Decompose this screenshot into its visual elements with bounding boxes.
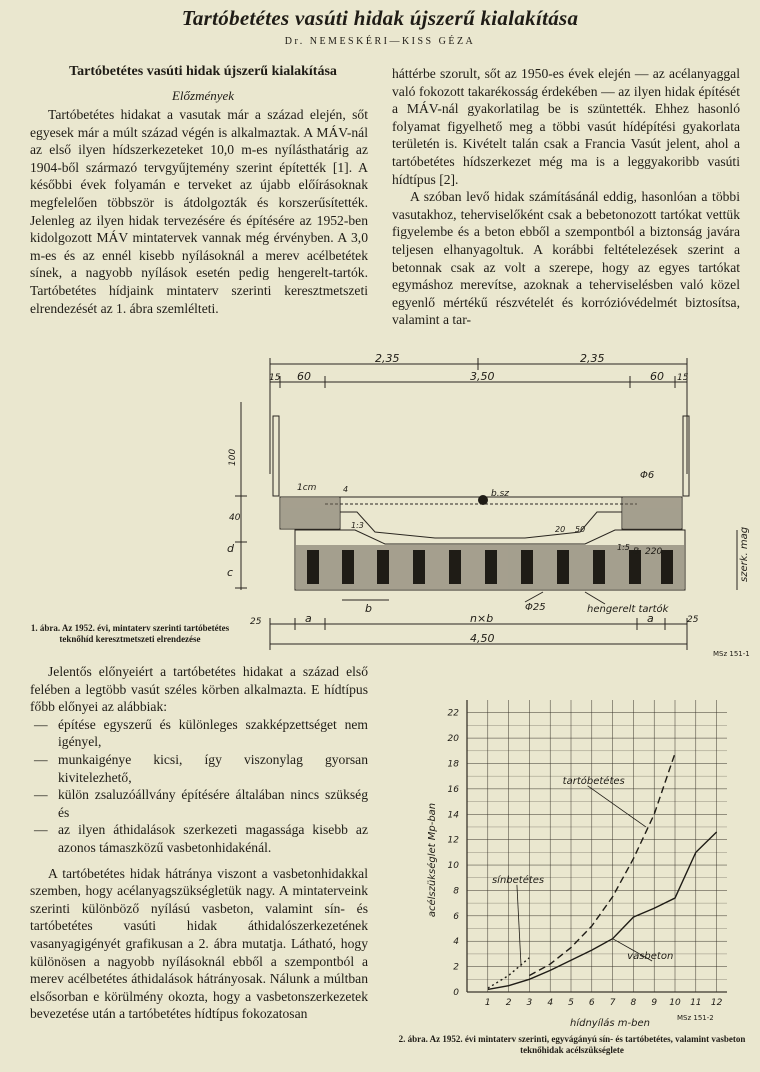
list-item: — építése egyszerű és különleges szakképzettséget nem igényel, — [34, 716, 368, 750]
x-tick-label: 9 — [651, 998, 658, 1008]
list-item: — munkaigénye kicsi, így viszonylag gyorsan kivitelezhető, — [34, 751, 368, 785]
figure1-cross-section — [225, 354, 760, 664]
fig1-dim-60-right: 60 — [650, 370, 664, 383]
chart-y-label: acélszükséglet Mp-ban — [427, 802, 438, 918]
fig1-dim-b: b — [365, 602, 372, 615]
y-tick-label: 12 — [447, 835, 459, 846]
right-column-top — [392, 65, 740, 329]
fig1-label-rolled-beam: hengerelt tartók — [587, 604, 669, 615]
series-label: sínbetétes — [491, 874, 545, 886]
y-tick-label: 10 — [447, 861, 459, 872]
y-tick-label: 2 — [453, 962, 459, 973]
y-tick-label: 20 — [447, 734, 459, 745]
fig1-slope-right: 1:5 — [617, 543, 630, 552]
fig1-rebar-phi25: Φ25 — [525, 602, 546, 613]
fig1-dim-1cm: 1cm — [297, 483, 317, 493]
list-item: — az ilyen áthidalások szerkezeti magassága kisebb az azonos támaszközű vasbetonhidakénál. — [34, 822, 368, 855]
fig1-dim-25-right: 25 — [687, 615, 699, 625]
author-line: Dr. NEMESKÉRI—KISS GÉZA — [284, 36, 476, 47]
y-tick-label: 18 — [447, 759, 459, 770]
chart-x-label: hídnyílás m-ben — [570, 1018, 650, 1029]
chart-grid — [467, 700, 727, 992]
paragraph: háttérbe szorult, sőt az 1950-es évek elején — az acélanyaggal való fokozott takarékosság érdekében — az ilyen hidak építését a MÁV-nál gyakorlatilag be is szüntették. Ehhez hasonló folyamat figyelhető meg a többi vasút hídépítési gyakorlata területén is. Kivételt talán csak a Francia Vasút jelent, ahol a tartóbetétes hídszerkezet még ma is a leggyakoribb vasúti hídtípus [2]. — [392, 66, 740, 187]
fig1-dim-a-right: a — [647, 612, 654, 625]
paragraph: Jelentős előnyeiért a tartóbetétes hidakat a század első felében a legtöbb vasút széles körben alkalmazta. E hídtípus főbb előnyei az alábbiak: — [30, 664, 368, 715]
fig1-dim-450: 4,50 — [470, 632, 495, 645]
fig2-code: MSz 151-2 — [677, 1014, 714, 1022]
paragraph: A tartóbetétes hidak hátránya viszont a vasbetonhidakkal szemben, hogy acélanyagszükségletük nagy. A mintaterveink szerinti különböző nyílású vasbeton, valamint sín- és tartóbetétes vasúti hidak áthidalószerkezetének vasanyagigényét grafikusan a 2. ábra mutatja. Látható, hogy különösen a nagyobb nyílásoknál ebből a szempontból a merev acélbetétes áthidalások hátrányosak. Nálunk a múltban elsősorban e körülmény okozta, hogy a vasbetonszerkezetek bevezetése után a tartóbetétes hídtípus fokozatosan — [30, 865, 368, 1022]
page-title: Tartóbetétes vasúti hidak újszerű kialakítása — [181, 6, 579, 30]
fig1-dim-40: 40 — [229, 513, 241, 523]
fig1-label-structural-height: szerk. mag — [739, 526, 750, 582]
fig1-rebar-220: 220 — [645, 547, 663, 557]
fig1-dim-100: 100 — [228, 448, 238, 466]
y-tick-label: 8 — [453, 886, 459, 897]
series-label-leader — [517, 885, 521, 967]
fig1-dim-15-left: 15 — [269, 373, 281, 383]
article-heading: Tartóbetétes vasúti hidak újszerű kialakítása — [69, 64, 337, 79]
fig1-axis-label: b.sz — [491, 489, 509, 499]
y-tick-label: 16 — [447, 784, 459, 795]
series-label: tartóbetétes — [562, 775, 625, 787]
fig1-dim-c: c — [227, 566, 234, 579]
fig1-rebar-phi6: Φ6 — [640, 470, 655, 481]
left-column-top — [30, 106, 368, 317]
y-tick-label: 22 — [447, 708, 459, 719]
x-tick-label: 2 — [505, 998, 512, 1008]
y-tick-label: 0 — [453, 988, 459, 998]
x-tick-label: 7 — [609, 998, 616, 1008]
list-item: — külön zsaluzóállvány építésére általában nincs szükség és — [34, 787, 368, 820]
fig1-dim-60-left: 60 — [297, 370, 311, 383]
x-tick-label: 4 — [547, 998, 554, 1008]
x-tick-label: 11 — [690, 998, 702, 1008]
x-tick-label: 12 — [710, 998, 723, 1008]
y-tick-label: 6 — [453, 911, 459, 922]
y-tick-label: 4 — [453, 937, 459, 948]
x-tick-label: 6 — [588, 998, 595, 1008]
fig1-dim-20: 20 — [555, 525, 566, 534]
series-label: vasbeton — [627, 950, 674, 962]
fig1-dim-25-left: 25 — [250, 617, 262, 627]
fig1-dim-nxb: n×b — [470, 612, 494, 625]
series-line-vasbeton — [488, 832, 717, 989]
paragraph: A szóban levő hidak számításánál eddig, hasonlóan a többi vasutakhoz, teherviselőként csak a bebetonozott tartókat vettük figyelembe és a beton ebből a szempontból a biztonság javára teljesen elhanyagoltuk. A korábbi feltételezések szerint a betonnak csak az volt a szerepe, hogy az egyes tartókat egymáshoz merevítse, azoknak a teherviselésben való közel egyenlő mértékű részvételét és korrózióvédelmét biztosítsa, valamint a tar- — [392, 189, 740, 328]
y-tick-label: 14 — [447, 810, 459, 821]
x-tick-label: 8 — [630, 998, 637, 1008]
fig1-dim-4: 4 — [343, 485, 349, 494]
figure1-caption: 1. ábra. Az 1952. évi, mintaterv szerinti tartóbetétes teknőhíd keresztmetszeti elrendezése — [30, 623, 230, 644]
fig1-dim-a-left: a — [305, 612, 312, 625]
x-tick-label: 1 — [484, 998, 491, 1008]
fig1-dim-15-right: 15 — [677, 373, 689, 383]
fig1-slope-left: 1:3 — [351, 521, 364, 530]
left-column-bottom — [30, 663, 368, 1023]
x-tick-label: 10 — [669, 998, 681, 1008]
fig1-dim-B: B — [633, 547, 640, 557]
figure2-chart — [405, 680, 750, 1032]
x-tick-label: 5 — [568, 998, 574, 1008]
chart-ticks — [448, 709, 723, 1008]
fig1-dim-d: d — [227, 542, 234, 555]
fig1-top-dim-right: 2,35 — [580, 354, 605, 365]
series-label-leader — [588, 786, 646, 827]
fig1-top-dim-left: 2,35 — [375, 354, 400, 365]
paragraph: Tartóbetétes hidakat a vasutak már a század elején, sőt egyesek már a múlt század végén is alkalmaztak. A MÁV-nál az első ilyen hídszerkezeteket 10,0 m-es nyílásthatárig az 1904-ből származó tervgyűjtemény szerint építették [1]. A későbbi évek folyamán e terveket az újabb előírásoknak megfelelően többször is átdolgozták és korszerűsítették. Jelenleg az ilyen hidak tervezésére és építésére az 1952-ben kidolgozott MÁV mintatervek vannak még érvényben. A 3,0 m-es és az ennél kisebb nyílásoknál a merev acélbetétek sínek, a nagyobb nyílások esetén pedig hengerelt-tartók. Tartóbetétes hídjaink mintaterv szerinti keresztmetszeti elrendezését az 1. ábra szemlélteti. — [30, 107, 368, 316]
x-tick-label: 3 — [526, 998, 533, 1008]
section-heading: Előzmények — [171, 88, 235, 103]
fig1-dim-50: 50 — [575, 525, 586, 534]
figure2-caption: 2. ábra. Az 1952. évi mintaterv szerinti, egyvágányú sín- és tartóbetétes, valamint vasbeton teknőhidak acélszükséglete — [398, 1034, 746, 1055]
fig1-dim-350: 3,50 — [470, 370, 495, 383]
advantages-list — [30, 716, 368, 857]
fig1-code: MSz 151-1 — [713, 650, 750, 658]
